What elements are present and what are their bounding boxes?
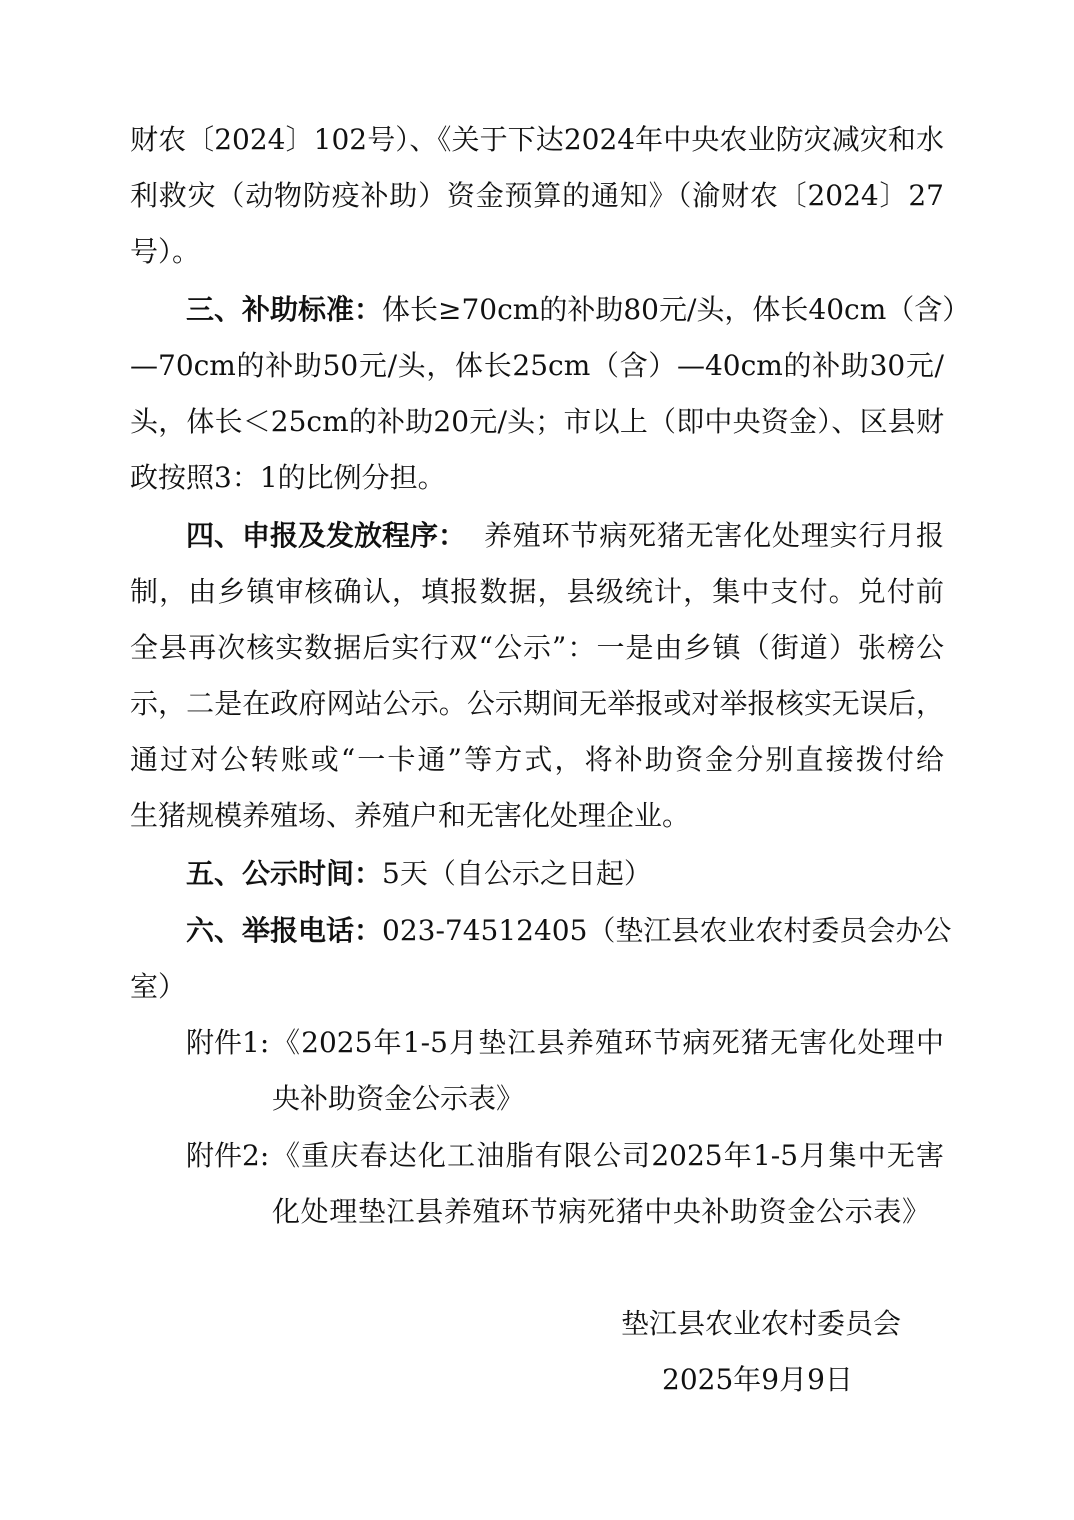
attachment2-line-2: 化处理垫江县养殖环节病死猪中央补助资金公示表》	[272, 1195, 930, 1228]
signature-org: 垫江县农业农村委员会	[621, 1307, 902, 1340]
section6-heading: 六、举报电话：	[186, 914, 383, 947]
section3-line-1: 体长≥70cm的补助80元/头，体长40cm（含）	[382, 293, 971, 326]
section3-line-2: —70cm的补助50元/头，体长25cm（含）—40cm的补助30元/	[130, 349, 944, 382]
basis-line-2: 利救灾（动物防疫补助）资金预算的通知》（渝财农〔2024〕27	[130, 179, 944, 212]
section4-line-3: 全县再次核实数据后实行双“公示”：一是由乡镇（街道）张榜公	[130, 631, 944, 664]
attachment2-label: 附件2:	[186, 1139, 270, 1172]
section5-heading: 五、公示时间：	[186, 857, 383, 890]
basis-line-1: 财农〔2024〕102号）、《关于下达2024年中央农业防灾减灾和水	[130, 123, 944, 156]
section4-heading: 四、申报及发放程序：	[186, 519, 467, 552]
section4-line-4: 示，二是在政府网站公示。公示期间无举报或对举报核实无误后，	[130, 687, 944, 720]
section4-line-1: 养殖环节病死猪无害化处理实行月报	[484, 519, 944, 552]
section3-line-4: 政按照3：1的比例分担。	[130, 461, 446, 494]
attachment1-line-1: 《2025年1-5月垫江县养殖环节病死猪无害化处理中	[272, 1026, 944, 1059]
section6-line-1: 023-74512405（垫江县农业农村委员会办公	[382, 914, 952, 947]
signature-date: 2025年9月9日	[662, 1363, 853, 1396]
section4-line-5: 通过对公转账或“一卡通”等方式，将补助资金分别直接拨付给	[130, 743, 944, 776]
section4-line-6: 生猪规模养殖场、养殖户和无害化处理企业。	[130, 799, 691, 832]
attachment1-line-2: 央补助资金公示表》	[272, 1082, 525, 1115]
attachment1-label: 附件1:	[186, 1026, 270, 1059]
section4-line-2: 制，由乡镇审核确认，填报数据，县级统计，集中支付。兑付前	[130, 575, 944, 608]
section3-heading: 三、补助标准：	[186, 293, 383, 326]
attachment2-line-1: 《重庆春达化工油脂有限公司2025年1-5月集中无害	[272, 1139, 944, 1172]
section5-text: 5天（自公示之日起）	[382, 857, 652, 890]
section3-line-3: 头，体长＜25cm的补助20元/头；市以上（即中央资金）、区县财	[130, 405, 944, 438]
basis-line-3: 号）。	[130, 235, 201, 268]
section6-line-2: 室）	[130, 970, 187, 1003]
